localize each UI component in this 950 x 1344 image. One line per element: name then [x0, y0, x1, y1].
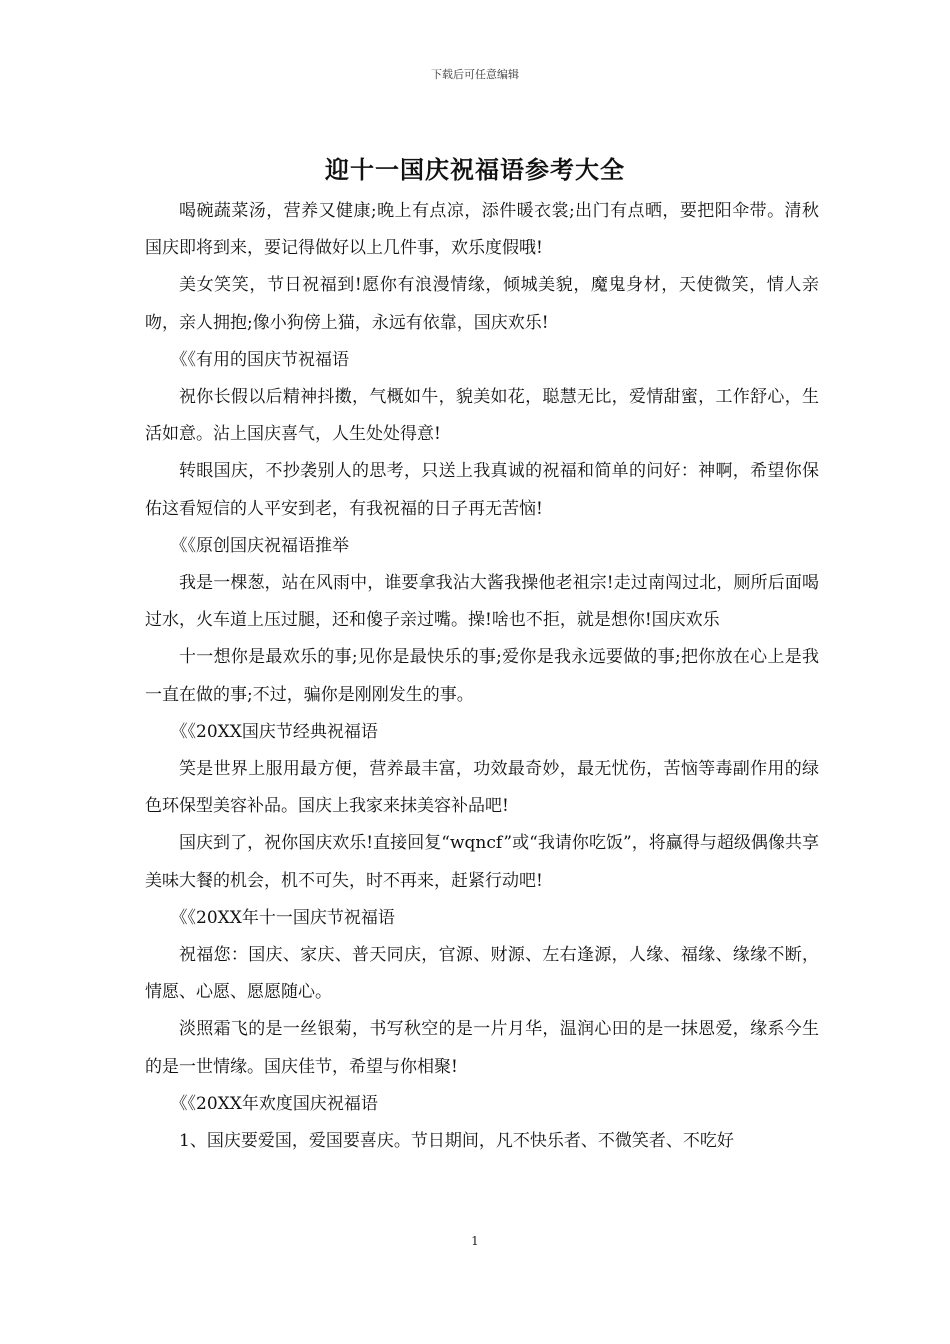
paragraph: 国庆到了，祝你国庆欢乐!直接回复“wqncf”或“我请你吃饭”，将赢得与超级偶像共享美味大餐的机会，机不可失，时不再来，赶紧行动吧! — [145, 833, 819, 891]
document-title: 迎十一国庆祝福语参考大全 — [325, 155, 625, 184]
section-heading: 《《20XX年十一国庆节祝福语 — [170, 907, 395, 928]
section-heading: 《《20XX国庆节经典祝福语 — [170, 721, 378, 742]
paragraph: 笑是世界上服用最方便，营养最丰富，功效最奇妙，最无忧伤，苦恼等毒副作用的绿色环保型美容补品。国庆上我家来抹美容补品吧! — [145, 759, 819, 817]
paragraph: 淡照霜飞的是一丝银菊，书写秋空的是一片月华，温润心田的是一抹恩爱，缘系今生的是一世情缘。国庆佳节，希望与你相聚! — [145, 1019, 819, 1077]
page-number: 1 — [471, 1234, 479, 1248]
paragraph: 喝碗蔬菜汤，营养又健康;晚上有点凉，添件暖衣裳;出门有点晒，要把阳伞带。清秋国庆即将到来，要记得做好以上几件事，欢乐度假哦! — [145, 201, 819, 259]
paragraph: 祝福您：国庆、家庆、普天同庆，官源、财源、左右逢源，人缘、福缘、缘缘不断，情愿、心愿、愿愿随心。 — [145, 945, 819, 1003]
page-header-note: 下载后可任意编辑 — [431, 68, 519, 81]
section-heading: 《《原创国庆祝福语推举 — [170, 535, 349, 556]
document-body — [145, 193, 819, 1160]
paragraph: 十一想你是最欢乐的事;见你是最快乐的事;爱你是我永远要做的事;把你放在心上是我一直在做的事;不过，骗你是刚刚发生的事。 — [145, 647, 819, 705]
section-heading: 《《20XX年欢度国庆祝福语 — [170, 1093, 378, 1114]
paragraph: 美女笑笑，节日祝福到!愿你有浪漫情缘，倾城美貌，魔鬼身材，天使微笑，情人亲吻，亲人拥抱;像小狗傍上猫，永远有依靠，国庆欢乐! — [145, 275, 819, 333]
paragraph: 祝你长假以后精神抖擞，气概如牛，貌美如花，聪慧无比，爱情甜蜜，工作舒心，生活如意。沾上国庆喜气，人生处处得意! — [145, 387, 819, 445]
paragraph: 1、国庆要爱国，爱国要喜庆。节日期间，凡不快乐者、不微笑者、不吃好 — [179, 1131, 734, 1152]
paragraph: 我是一棵葱，站在风雨中，谁要拿我沾大酱我操他老祖宗!走过南闯过北，厕所后面喝过水，火车道上压过腿，还和傻子亲过嘴。操!啥也不拒，就是想你!国庆欢乐 — [145, 573, 819, 631]
section-heading: 《《有用的国庆节祝福语 — [170, 349, 349, 370]
paragraph: 转眼国庆，不抄袭别人的思考，只送上我真诚的祝福和简单的问好：神啊，希望你保佑这看短信的人平安到老，有我祝福的日子再无苦恼! — [145, 461, 819, 519]
